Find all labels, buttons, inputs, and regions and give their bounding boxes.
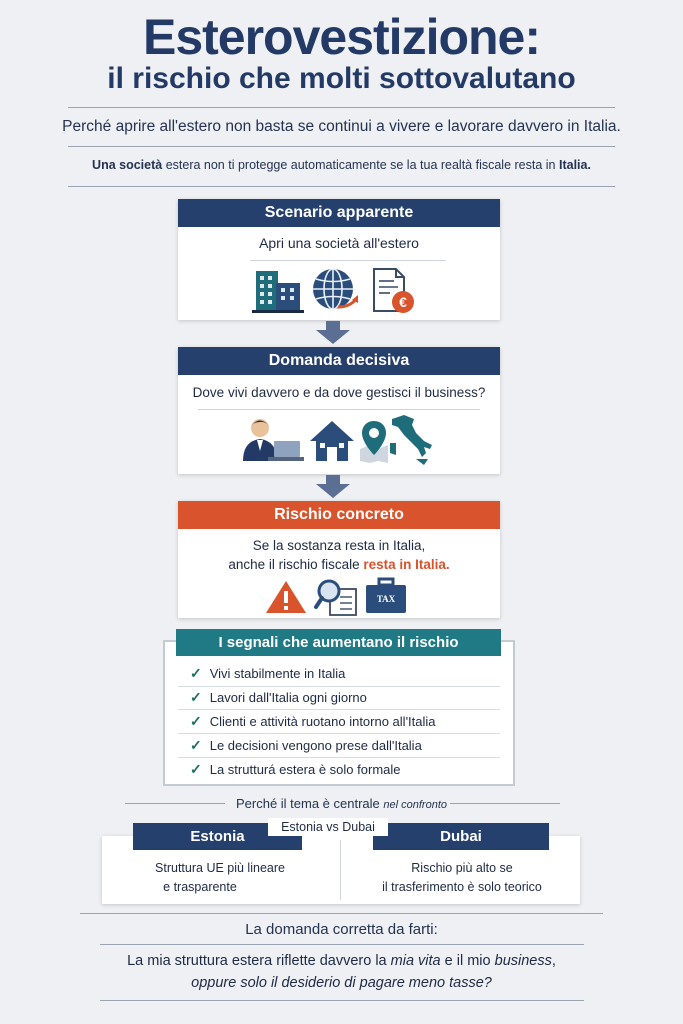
question-title: Domanda decisiva: [178, 347, 500, 375]
estonia-line1: Struttura UE più lineare: [155, 861, 285, 875]
closing-line1-text: La mia struttura estera riflette davvero la: [127, 953, 391, 969]
check-icon: ✓: [190, 713, 202, 729]
signal-item: [190, 710, 436, 732]
scenario-text: Apri una società all'estero: [259, 235, 419, 251]
scenario-title: Scenario apparente: [178, 199, 500, 227]
warning-icon: [264, 579, 308, 615]
magnifier-document-icon: [314, 577, 360, 617]
divider: [198, 409, 480, 410]
closing-line2-italic: desiderio: [281, 975, 341, 991]
closing-line1-text: ,: [551, 953, 556, 969]
check-icon: ✓: [190, 761, 202, 777]
estonia-line2: e trasparente: [163, 880, 237, 894]
office-building-icon: [252, 269, 304, 313]
divider: [68, 107, 615, 108]
comparison-heading: [210, 796, 473, 811]
estonia-title: Estonia: [133, 823, 302, 850]
signal-text: Lavori dall'Italia ogni giorno: [209, 690, 367, 705]
closing-line2-italic: di pagare meno tasse?: [340, 975, 492, 991]
tax-label: TAX: [376, 594, 396, 604]
divider: [340, 840, 341, 900]
risk-card: [178, 501, 500, 618]
signal-item: [190, 662, 345, 684]
divider: [68, 186, 615, 187]
note-bold-2: Italia.: [558, 158, 591, 172]
signal-item: [190, 758, 401, 780]
page-title: Esterovestizione:: [142, 9, 540, 65]
signal-text: La strutturá estera è solo formale: [209, 762, 401, 777]
closing-line2-italic: oppure solo il: [191, 975, 282, 991]
svg-text:€: €: [399, 294, 407, 310]
note-text: [40, 158, 643, 172]
divider: [100, 944, 584, 945]
check-icon: ✓: [190, 665, 202, 681]
person-laptop-icon: [240, 417, 306, 463]
scenario-card: [178, 199, 500, 320]
risk-line2-highlight: resta in Italia.: [363, 557, 450, 572]
signal-item: [190, 734, 422, 756]
italy-map-icon: [386, 413, 438, 467]
comparison-heading-italic: nel confronto: [383, 799, 447, 811]
divider: [68, 146, 615, 147]
note-bold-1: Una società: [92, 158, 163, 172]
divider: [80, 913, 603, 914]
divider: [100, 1000, 584, 1001]
closing-line1-text: e il mio: [440, 953, 495, 969]
risk-line2: [178, 557, 500, 572]
intro-text: Perché aprire all'estero non basta se continui a vivere e lavorare davvero in Italia.: [62, 118, 621, 135]
dubai-line2: il trasferimento è solo teorico: [382, 880, 542, 894]
risk-line1: Se la sostanza resta in Italia,: [252, 538, 426, 553]
flow-arrow-head: [316, 484, 350, 498]
comparison-subheading: Estonia vs Dubai: [268, 818, 388, 836]
question-card: [178, 347, 500, 474]
check-icon: ✓: [190, 737, 202, 753]
check-icon: ✓: [190, 689, 202, 705]
globe-icon: [310, 267, 360, 313]
house-icon: [308, 419, 356, 463]
note-middle: estera non ti protegge automaticamente se la tua realtà fiscale resta in: [162, 158, 559, 172]
signal-item: [190, 686, 367, 708]
signal-text: Vivi stabilmente in Italia: [209, 666, 346, 681]
closing-line1-italic: business: [494, 953, 552, 969]
page-subtitle: il rischio che molti sottovalutano: [107, 62, 576, 95]
question-text: Dove vivi davvero e da dove gestisci il business?: [192, 385, 486, 400]
dubai-line1: Rischio più alto se: [411, 861, 513, 875]
signal-text: Clienti e attività ruotano intorno all'Italia: [209, 714, 436, 729]
closing-heading: La domanda corretta da farti:: [245, 921, 438, 938]
signals-title: I segnali che aumentano il rischio: [176, 629, 501, 656]
risk-line2-text: anche il rischio fiscale: [228, 557, 364, 572]
comparison-heading-text: Perché il tema è centrale: [235, 796, 384, 811]
signal-text: Le decisioni vengono prese dall'Italia: [209, 738, 422, 753]
divider: [250, 260, 446, 261]
closing-line2: [80, 975, 603, 991]
dubai-title: Dubai: [373, 823, 549, 850]
flow-arrow-head: [316, 330, 350, 344]
closing-line1-italic: mia vita: [390, 953, 441, 969]
euro-document-icon: [370, 267, 416, 315]
risk-title: Rischio concreto: [178, 501, 500, 529]
closing-line1: [80, 953, 603, 969]
